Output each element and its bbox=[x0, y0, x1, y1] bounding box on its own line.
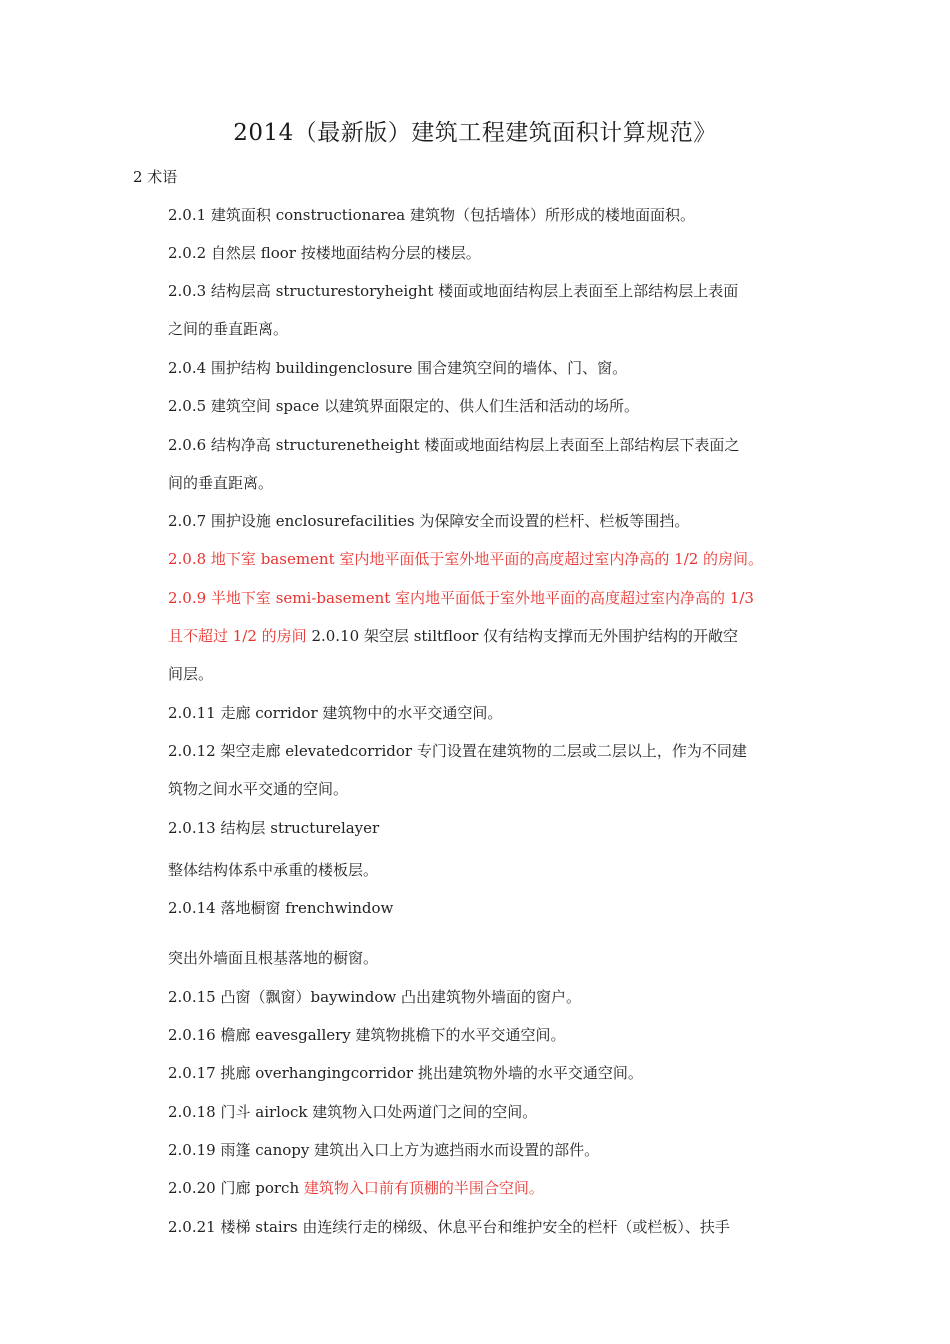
term-line: 2.0.5 建筑空间 space 以建筑界面限定的、供人们生活和活动的场所。 bbox=[168, 397, 639, 415]
term-line: 2.0.6 结构净高 structurenetheight 楼面或地面结构层上表面至上部结构层下表面之 bbox=[168, 436, 740, 454]
term-line: 间层。 bbox=[168, 665, 214, 683]
term-line: 2.0.4 围护结构 buildingenclosure 围合建筑空间的墙体、门、窗。 bbox=[168, 359, 628, 377]
term-line: 2.0.2 自然层 floor 按楼地面结构分层的楼层。 bbox=[168, 244, 481, 262]
term-line: 且不超过 1/2 的房间 2.0.10 架空层 stiltfloor 仅有结构支撑而无外围护结构的开敞空 bbox=[168, 627, 739, 645]
term-line: 2.0.7 围护设施 enclosurefacilities 为保障安全而设置的栏杆、栏板等围挡。 bbox=[168, 512, 690, 530]
document-title: 2014（最新版）建筑工程建筑面积计算规范》 bbox=[233, 120, 717, 146]
term-line: 2.0.19 雨篷 canopy 建筑出入口上方为遮挡雨水而设置的部件。 bbox=[168, 1141, 600, 1159]
term-line: 间的垂直距离。 bbox=[168, 474, 274, 492]
section-heading: 2 术语 bbox=[133, 168, 178, 186]
highlighted-text: 2.0.8 地下室 basement 室内地平面低于室外地平面的高度超过室内净高的 1/2 的房间。 bbox=[168, 550, 764, 568]
highlighted-text: 建筑物入口前有顶棚的半围合空间。 bbox=[303, 1179, 544, 1197]
highlighted-text: 且不超过 1/2 的房间 bbox=[168, 627, 307, 645]
term-line: 之间的垂直距离。 bbox=[168, 320, 289, 338]
term-line: 2.0.13 结构层 structurelayer bbox=[168, 819, 380, 837]
term-line: 2.0.1 建筑面积 constructionarea 建筑物（包括墙体）所形成的楼地面面积。 bbox=[168, 206, 695, 224]
term-line-highlighted bbox=[168, 587, 828, 608]
term-line: 突出外墙面且根基落地的橱窗。 bbox=[168, 949, 379, 967]
term-line: 2.0.17 挑廊 overhangingcorridor 挑出建筑物外墙的水平交通空间。 bbox=[168, 1064, 643, 1082]
highlighted-text: 2.0.9 半地下室 semi-basement 室内地平面低于室外地平面的高度超过室内净高的 1/3 bbox=[168, 589, 754, 607]
term-line: 2.0.14 落地橱窗 frenchwindow bbox=[168, 899, 394, 917]
term-line: 筑物之间水平交通的空间。 bbox=[168, 780, 349, 798]
term-line: 整体结构体系中承重的楼板层。 bbox=[168, 861, 379, 879]
term-line: 2.0.16 檐廊 eavesgallery 建筑物挑檐下的水平交通空间。 bbox=[168, 1026, 566, 1044]
term-line: 2.0.15 凸窗（飘窗）baywindow 凸出建筑物外墙面的窗户。 bbox=[168, 988, 582, 1006]
term-line: 2.0.3 结构层高 structurestoryheight 楼面或地面结构层上表面至上部结构层上表面 bbox=[168, 282, 739, 300]
term-line: 2.0.18 门斗 airlock 建筑物入口处两道门之间的空间。 bbox=[168, 1103, 538, 1121]
term-line: 2.0.20 门廊 porch 建筑物入口前有顶棚的半围合空间。 bbox=[168, 1179, 544, 1197]
term-line: 2.0.11 走廊 corridor 建筑物中的水平交通空间。 bbox=[168, 704, 503, 722]
term-line: 2.0.21 楼梯 stairs 由连续行走的梯级、休息平台和维护安全的栏杆（或栏板）、扶手 bbox=[168, 1218, 730, 1236]
term-line: 2.0.12 架空走廊 elevatedcorridor 专门设置在建筑物的二层或二层以上，作为不同建 bbox=[168, 742, 747, 760]
term-line-highlighted bbox=[168, 548, 828, 569]
